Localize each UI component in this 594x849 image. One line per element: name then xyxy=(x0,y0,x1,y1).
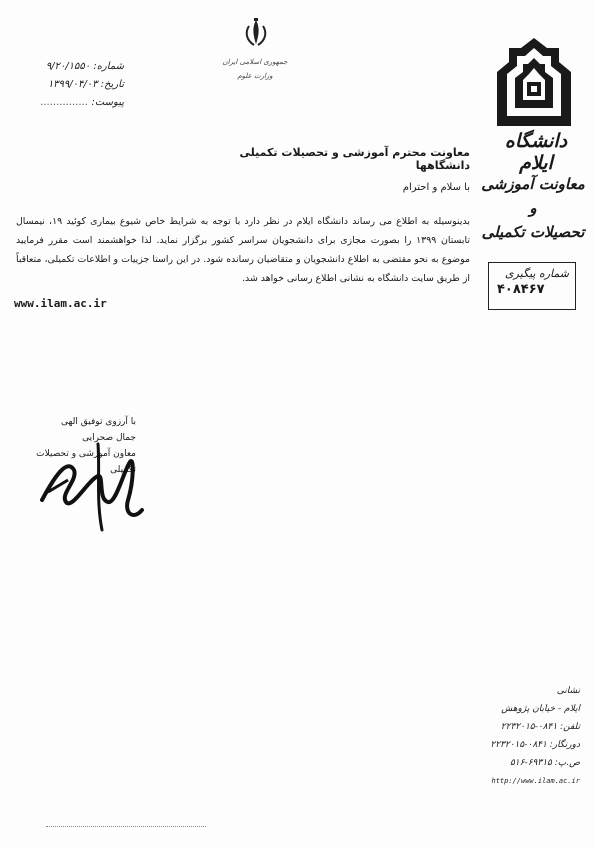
footer-phone: تلفن: ۰۸۴۱-۲۲۳۲۰۱۵ xyxy=(500,722,580,732)
tracking-box xyxy=(488,262,576,310)
letter-date-value: ۱۳۹۹/۰۴/۰۳ xyxy=(47,79,98,90)
center-header-line1: جمهوری اسلامی ایران xyxy=(222,58,288,66)
department-line2: تحصیلات تکمیلی xyxy=(481,223,585,241)
letter-body-end: اطلاع رسانی خواهد شد. xyxy=(242,273,337,284)
letter-attachment-value: ............... xyxy=(40,97,89,108)
letter-meta xyxy=(14,58,124,112)
signature-title: معاون آموزشی و تحصیلات تکمیلی xyxy=(36,449,136,475)
letter-body-text: بدینوسیله به اطلاع می رساند دانشگاه ایلام در نظر دارد با توجه به شرایط خاص شیوع بیماری کوئید ۱۹، نیمسال تابستان ۱۳۹۹ را بصورت مجازی برای دانشجویان سراسر کشور برگزار نماید. لذا خواهشمند است مقرر فرمایید موضوع به نحو مقتضی به اطلاع دانشجویان و متقاضیان رسانده شود. در این راستا جزییات و اطلاعات تکمیلی، متعاقباً از طریق سایت دانشگاه به نشانی xyxy=(16,216,470,284)
letter-addressee: معاونت محترم آموزشی و تحصیلات تکمیلی دانشگاهها xyxy=(239,146,470,172)
bottom-divider xyxy=(46,826,206,827)
handwritten-signature xyxy=(38,440,158,540)
university-logo-icon xyxy=(493,36,575,128)
department-name xyxy=(478,172,588,244)
letter-attachment-label: پیوست xyxy=(94,97,124,108)
footer-address: ایلام - خیابان پژوهش xyxy=(501,704,580,714)
letter-number-label: شماره xyxy=(96,61,124,72)
letter-attachment-row: پیوست: ............... xyxy=(40,97,124,108)
letter-number-row: شماره: ۹/۲۰/۱۵۵۰ xyxy=(45,61,124,72)
iran-emblem-icon xyxy=(243,18,269,48)
tracking-number: ۴۰۸۴۶۷ xyxy=(497,282,545,297)
university-name: دانشگاه ایلام xyxy=(504,130,568,174)
footer-website[interactable]: http://www.ilam.ac.ir xyxy=(491,777,580,785)
letter-body xyxy=(16,212,470,288)
footer-address-label: نشانی xyxy=(556,686,580,696)
letter-date-label: تاریخ xyxy=(104,79,124,90)
center-header-line2: وزارت علوم xyxy=(237,72,273,80)
signature-closing: با آرزوی توفیق الهی xyxy=(61,417,136,427)
letter-greeting: با سلام و احترام xyxy=(402,182,470,193)
signature-name: جمال صحرایی xyxy=(82,433,136,443)
website-link[interactable]: www.ilam.ac.ir xyxy=(14,297,107,310)
letter-footer xyxy=(488,682,580,790)
center-header xyxy=(215,55,295,83)
tracking-label: شماره پیگیری xyxy=(505,267,569,280)
department-line1: معاونت آموزشی و xyxy=(481,175,585,217)
letter-date-row: تاریخ: ۱۳۹۹/۰۴/۰۳ xyxy=(47,79,124,90)
footer-fax: دورنگار: ۰۸۴۱-۲۲۳۲۰۱۵ xyxy=(490,740,580,750)
letter-number-value: ۹/۲۰/۱۵۵۰ xyxy=(45,61,91,72)
footer-po-box: ص.پ: ۶۹۳۱۵-۵۱۶ xyxy=(509,758,580,768)
